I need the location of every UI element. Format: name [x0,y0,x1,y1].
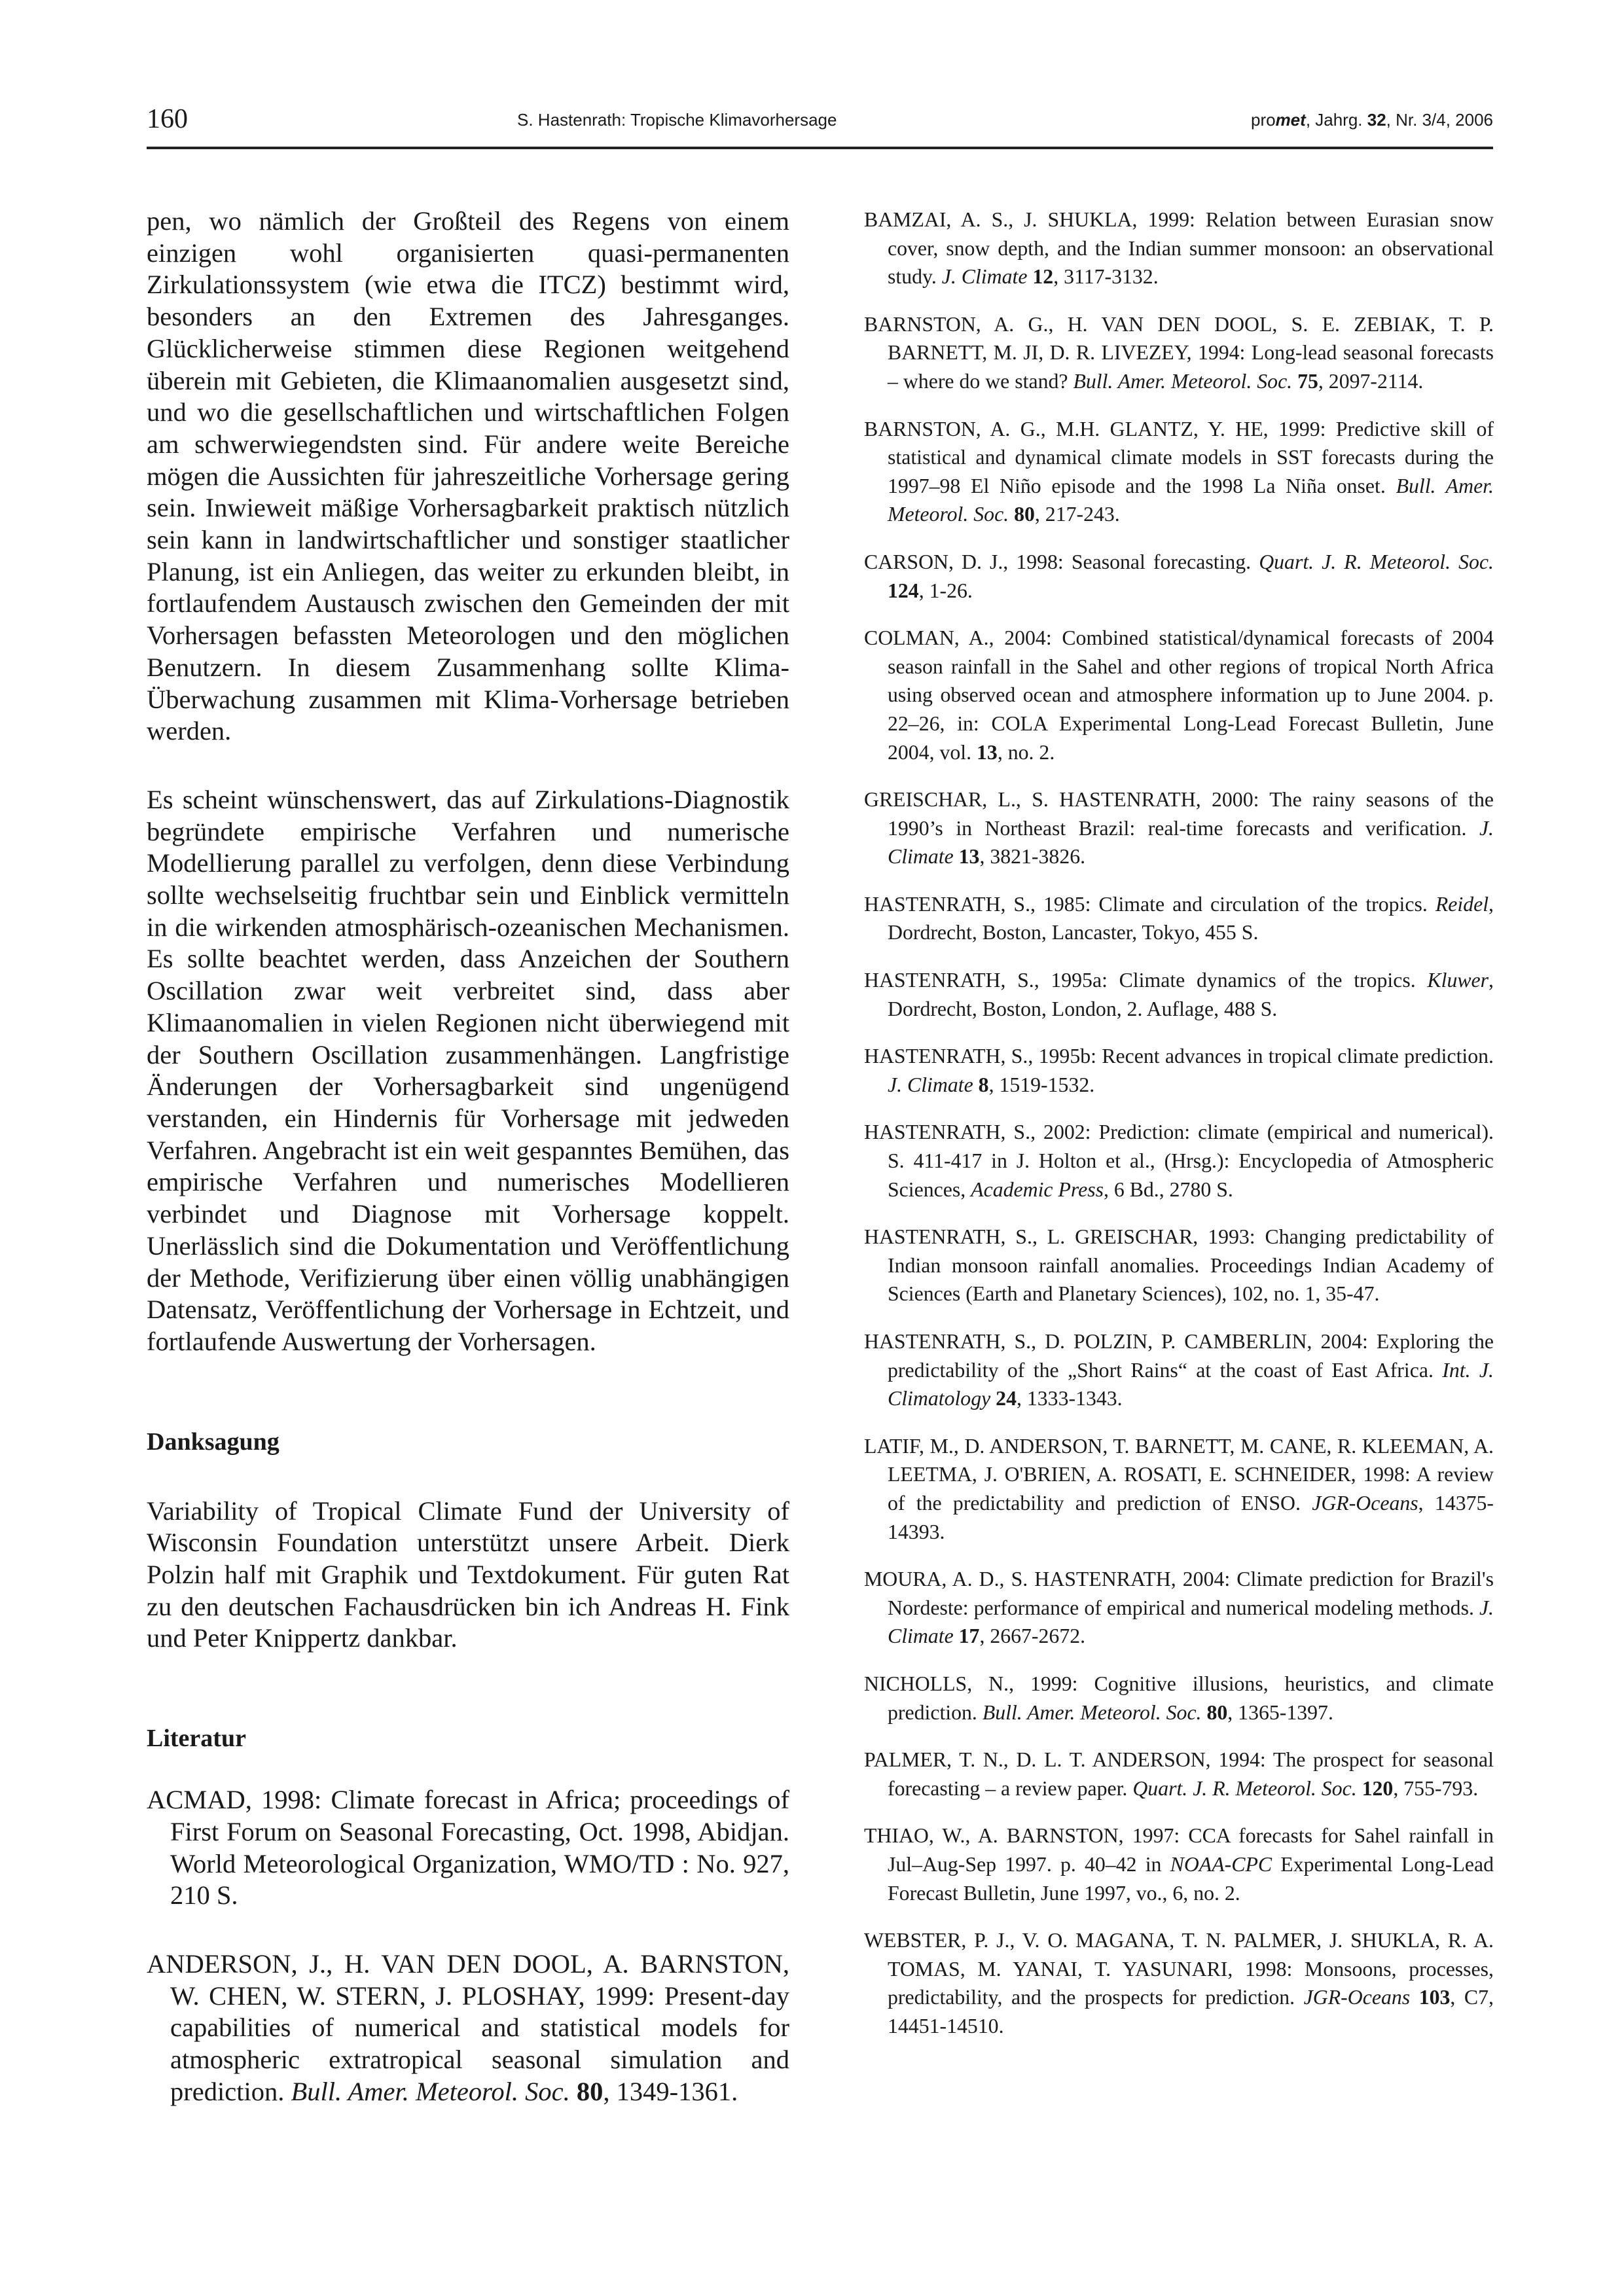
reference-list-right [864,206,1494,2059]
reference-entry: THIAO, W., A. BARNSTON, 1997: CCA forecasts for Sahel rainfall in Jul–Aug-Sep 1997. p. 40–42 in NOAA-CPC Experimental Long-Lead Forecast Bulletin, June 1997, vo., 6, no. 2. [864,1824,1494,1905]
reference-entry: WEBSTER, P. J., V. O. MAGANA, T. N. PALMER, J. SHUKLA, R. A. TOMAS, M. YANAI, T. YASUNARI, 1998: Monsoons, processes, predictability, and the prospects for prediction. JGR-Oceans 103, C7, 14451-14510. [864,1929,1494,2037]
journal-info: promet, Jahrg. 32, Nr. 3/4, 2006 [1250,110,1493,130]
reference-entry: HASTENRATH, S., 1995a: Climate dynamics of the tropics. Kluwer, Dordrecht, Boston, London, 2. Auflage, 488 S. [864,969,1494,1020]
page-number: 160 [147,104,188,134]
reference-entry: HASTENRATH, S., 1985: Climate and circulation of the tropics. Reidel, Dordrecht, Boston, Lancaster, Tokyo, 455 S. [864,892,1494,944]
reference-entry: HASTENRATH, S., 1995b: Recent advances in tropical climate prediction. J. Climate 8, 1519-1532. [864,1045,1494,1096]
reference-entry: CARSON, D. J., 1998: Seasonal forecasting. Quart. J. R. Meteorol. Soc. 124, 1-26. [864,550,1494,602]
acknowledgement-heading: Danksagung [147,1427,280,1456]
reference-entry: PALMER, T. N., D. L. T. ANDERSON, 1994: The prospect for seasonal forecasting – a review paper. Quart. J. R. Meteorol. Soc. 120, 755-793. [864,1748,1494,1800]
left-column [147,206,789,2108]
header-rule [147,147,1493,149]
running-title: S. Hastenrath: Tropische Klimavorhersage [517,110,837,130]
reference-entry: COLMAN, A., 2004: Combined statistical/dynamical forecasts of 2004 season rainfall in the Sahel and other regions of tropical North Africa using observed ocean and atmosphere information up to June 2004. p. 22–26, in: COLA Experimental Long-Lead Forecast Bulletin, June 2004, vol. 13, no. 2. [864,626,1494,764]
body-paragraph: Es scheint wünschenswert, das auf Zirkulations-Diagnostik begründete empirische Verfahren und numerische Modellierung parallel zu verfolgen, denn diese Verbindung sollte wechselseitig fruchtbar sein und Einblick vermitteln in die wirkenden atmosphärisch-ozeanischen Mechanismen. Es sollte beachtet werden, dass Anzeichen der Southern Oscillation zwar weit verbreitet sind, dass aber Klimaanomalien in vielen Regionen nicht überwiegend mit der Southern Oscillation zusammenhängen. Langfristige Änderungen der Vorhersagbarkeit sind ungenügend verstanden, ein Hindernis für Vorhersage mit jedweden Verfahren. Angebracht ist ein weit gespanntes Bemühen, das empirische Verfahren und numerisches Modellieren verbindet und Diagnose mit Vorhersage koppelt. Unerlässlich sind die Dokumentation und Veröffentlichung der Methode, Verifizierung über einen völlig unabhängigen Datensatz, Veröffentlichung der Vorhersage in Echtzeit, und fortlaufende Auswertung der Vorhersagen. [147,784,789,1356]
reference-entry: BAMZAI, A. S., J. SHUKLA, 1999: Relation between Eurasian snow cover, snow depth, and the Indian summer monsoon: an observational study. J. Climate 12, 3117-3132. [864,208,1494,289]
reference-entry: NICHOLLS, N., 1999: Cognitive illusions, heuristics, and climate prediction. Bull. Amer. Meteorol. Soc. 80, 1365-1397. [864,1672,1494,1724]
reference-list-left [147,1784,789,2108]
acknowledgement-text: Variability of Tropical Climate Fund der University of Wisconsin Foundation unterstützt unsere Arbeit. Dierk Polzin half mit Graphik und Textdokument. Für guten Rat zu den deutschen Fachausdrücken bin ich Andreas H. Fink und Peter Knippertz dankbar. [147,1496,789,1653]
reference-entry: LATIF, M., D. ANDERSON, T. BARNETT, M. CANE, R. KLEEMAN, A. LEETMA, J. O'BRIEN, A. ROSATI, E. SCHNEIDER, 1998: A review of the predictability and prediction of ENSO. JGR-Oceans, 14375-14393. [864,1434,1494,1543]
body-paragraph: pen, wo nämlich der Großteil des Regens von einem einzigen wohl organisierten quasi-permanenten Zirkulationssystem (wie etwa die ITCZ) bestimmt wird, besonders an den Extremen des Jahresganges. Glücklicherweise stimmen diese Regionen weitgehend überein mit Gebieten, die Klimaanomalien ausgesetzt sind, und wo die gesellschaftlichen und wirtschaftlichen Folgen am schwerwiegendsten sind. Für andere weite Bereiche mögen die Aussichten für jahreszeitliche Vorhersage gering sein. Inwieweit mäßige Vorhersagbarkeit praktisch nützlich sein kann in landwirtschaftlicher und sonstiger staatlicher Planung, ist ein Anliegen, das weiter zu erkunden bleibt, in fortlaufendem Austausch zwischen den Gemeinden der mit Vorhersagen befassten Meteorologen und den möglichen Benutzern. In diesem Zusammenhang sollte Klima-Überwachung zusammen mit Klima-Vorhersage betrieben werden. [147,206,789,746]
reference-entry: ACMAD, 1998: Climate forecast in Africa; proceedings of First Forum on Seasonal Forecasting, Oct. 1998, Abidjan. World Meteorological Organization, WMO/TD : No. 927, 210 S. [147,1785,789,1910]
page-header [147,101,1493,147]
reference-entry: HASTENRATH, S., L. GREISCHAR, 1993: Changing predictability of Indian monsoon rainfall anomalies. Proceedings Indian Academy of Sciences (Earth and Planetary Sciences), 102, no. 1, 35-47. [864,1225,1494,1306]
reference-entry: HASTENRATH, S., D. POLZIN, P. CAMBERLIN, 2004: Exploring the predictability of the „Short Rains“ at the coast of East Africa. Int. J. Climatology 24, 1333-1343. [864,1330,1494,1410]
reference-entry: MOURA, A. D., S. HASTENRATH, 2004: Climate prediction for Brazil's Nordeste: performance of empirical and numerical modeling methods. J. Climate 17, 2667-2672. [864,1568,1494,1648]
reference-entry: ANDERSON, J., H. VAN DEN DOOL, A. BARNSTON, W. CHEN, W. STERN, J. PLOSHAY, 1999: Present-day capabilities of numerical and statistical models for atmospheric extratropical seasonal simulation and prediction. Bull. Amer. Meteorol. Soc. 80, 1349-1361. [147,1948,789,2106]
reference-entry: GREISCHAR, L., S. HASTENRATH, 2000: The rainy seasons of the 1990’s in Northeast Brazil: real-time forecasts and verification. J. Climate 13, 3821-3826. [864,788,1494,869]
reference-entry: BARNSTON, A. G., H. VAN DEN DOOL, S. E. ZEBIAK, T. P. BARNETT, M. JI, D. R. LIVEZEY, 1994: Long-lead seasonal forecasts – where do we stand? Bull. Amer. Meteorol. Soc. 75, 2097-2114. [864,312,1494,393]
reference-entry: BARNSTON, A. G., M.H. GLANTZ, Y. HE, 1999: Predictive skill of statistical and dynamical climate models in SST forecasts during the 1997–98 El Niño episode and the 1998 La Niña onset. Bull. Amer. Meteorol. Soc. 80, 217-243. [864,417,1494,526]
reference-entry: HASTENRATH, S., 2002: Prediction: climate (empirical and numerical). S. 411-417 in J. Holton et al., (Hrsg.): Encyclopedia of Atmospheric Sciences, Academic Press, 6 Bd., 2780 S. [864,1121,1494,1201]
references-heading: Literatur [147,1725,246,1753]
